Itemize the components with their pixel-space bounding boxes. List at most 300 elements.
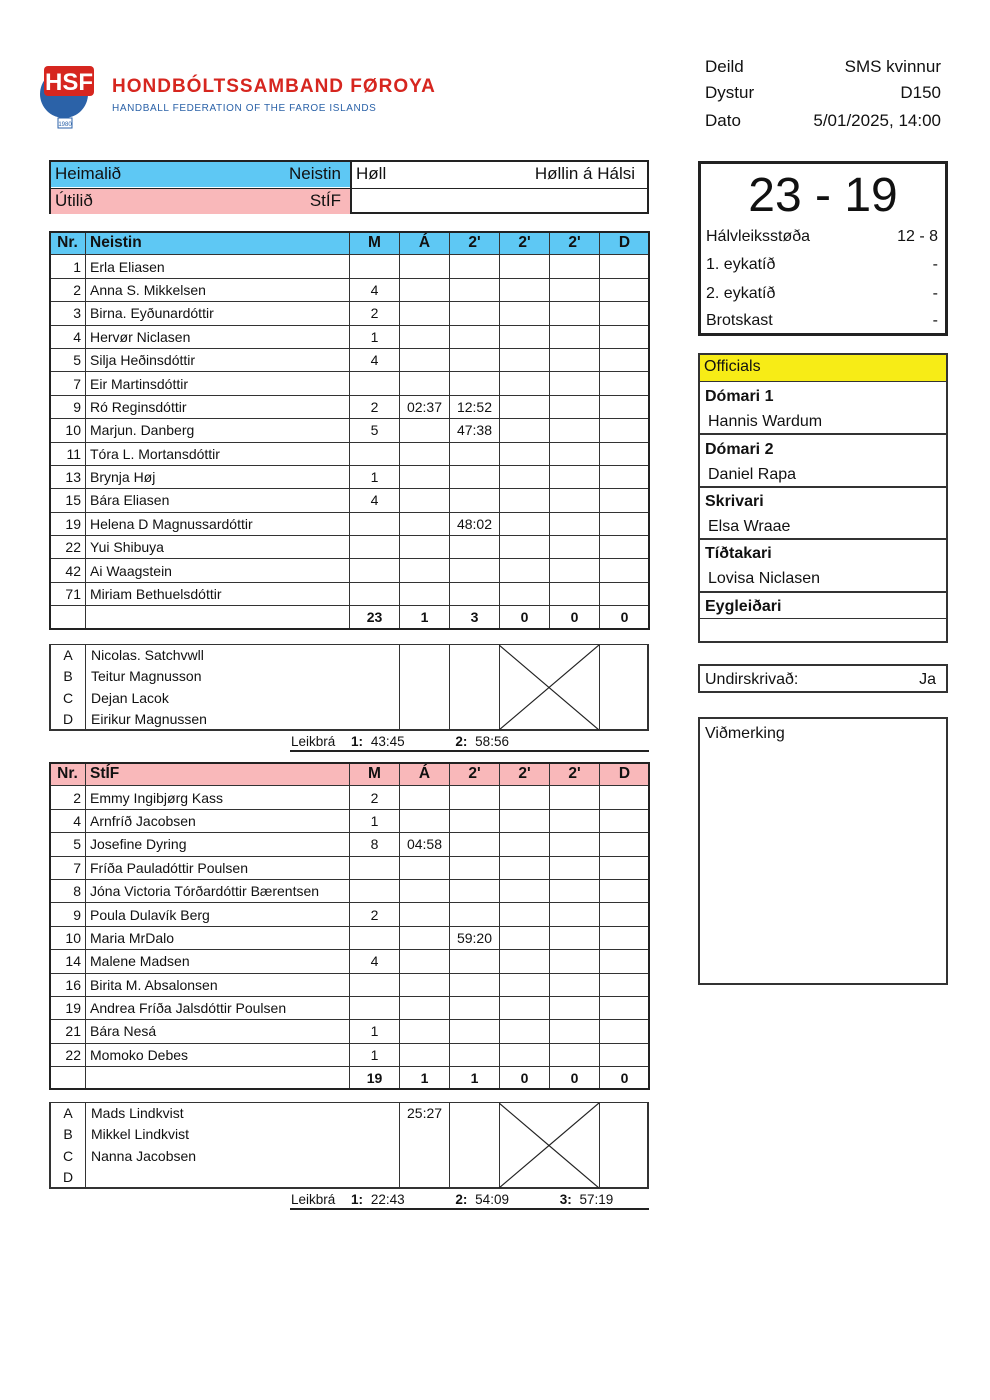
player-goals bbox=[350, 559, 400, 582]
official-role: Dómari 2 bbox=[705, 441, 774, 458]
player-number: 7 bbox=[50, 856, 86, 879]
player-name: Bára Nesá bbox=[86, 1020, 350, 1043]
player-suspension-3 bbox=[550, 786, 600, 809]
player-disqualification bbox=[600, 372, 650, 395]
official-name: Mikkel Lindkvist bbox=[91, 1126, 190, 1143]
total-a: 1 bbox=[400, 1067, 450, 1090]
team-official-row bbox=[51, 1169, 401, 1190]
total-m: 23 bbox=[350, 606, 400, 629]
player-row bbox=[50, 442, 650, 465]
totals-row bbox=[50, 606, 650, 629]
total-a: 1 bbox=[400, 606, 450, 629]
player-suspension-2 bbox=[500, 809, 550, 832]
divider bbox=[700, 486, 946, 488]
total-m: 19 bbox=[350, 1067, 400, 1090]
player-name: Birna. Eyðunardóttir bbox=[86, 302, 350, 325]
col-team: StÍF bbox=[86, 763, 350, 786]
player-goals bbox=[350, 512, 400, 535]
player-suspension-3 bbox=[550, 442, 600, 465]
player-suspension-2 bbox=[500, 879, 550, 902]
col-suspension-2: 2' bbox=[500, 763, 550, 786]
player-warning bbox=[400, 465, 450, 488]
divider bbox=[700, 618, 946, 619]
player-suspension-3 bbox=[550, 559, 600, 582]
player-warning bbox=[400, 903, 450, 926]
official-role: Skrivari bbox=[705, 493, 764, 510]
player-number: 10 bbox=[50, 926, 86, 949]
player-row bbox=[50, 996, 650, 1019]
player-suspension-3 bbox=[550, 419, 600, 442]
player-suspension-3 bbox=[550, 809, 600, 832]
player-suspension-3 bbox=[550, 973, 600, 996]
logo-letters: HSF bbox=[45, 69, 93, 96]
player-suspension-1 bbox=[450, 856, 500, 879]
player-number: 1 bbox=[50, 255, 86, 278]
timeout-time: 43:45 bbox=[370, 734, 405, 749]
player-warning bbox=[400, 372, 450, 395]
player-suspension-1 bbox=[450, 255, 500, 278]
timeout-time: 58:56 bbox=[475, 734, 509, 749]
org-name: HONDBÓLTSSAMBAND FØROYA bbox=[112, 76, 436, 97]
col-suspension-1: 2' bbox=[450, 232, 500, 255]
officials-header bbox=[700, 355, 946, 382]
org-subtitle: HANDBALL FEDERATION OF THE FAROE ISLANDS bbox=[112, 103, 377, 114]
totals-spacer bbox=[86, 606, 350, 629]
player-suspension-3 bbox=[550, 996, 600, 1019]
player-warning bbox=[400, 856, 450, 879]
player-goals: 4 bbox=[350, 348, 400, 371]
federation-logo bbox=[38, 60, 436, 132]
player-disqualification bbox=[600, 442, 650, 465]
team-official-row bbox=[51, 668, 401, 689]
info-value: SMS kvinnur bbox=[844, 57, 941, 76]
player-disqualification bbox=[600, 996, 650, 1019]
score-box bbox=[698, 161, 948, 336]
player-suspension-2 bbox=[500, 465, 550, 488]
official-letter: A bbox=[63, 1105, 73, 1121]
home-label: Heimalið bbox=[55, 164, 122, 183]
player-suspension-3 bbox=[550, 489, 600, 512]
player-suspension-2 bbox=[500, 1043, 550, 1066]
away-color-cell bbox=[51, 189, 350, 214]
col-team: Neistin bbox=[86, 232, 350, 255]
official-name: Lovisa Niclasen bbox=[708, 570, 821, 587]
player-disqualification bbox=[600, 926, 650, 949]
player-disqualification bbox=[600, 278, 650, 301]
player-suspension-1: 59:20 bbox=[450, 926, 500, 949]
player-warning bbox=[400, 536, 450, 559]
player-row bbox=[50, 559, 650, 582]
official-name: Teitur Magnusson bbox=[91, 668, 202, 685]
official-letter: C bbox=[62, 689, 74, 706]
remarks-label: Viðmerking bbox=[705, 725, 785, 742]
col-disqualification: D bbox=[600, 763, 650, 786]
player-number: 13 bbox=[50, 465, 86, 488]
player-warning bbox=[400, 809, 450, 832]
player-goals: 4 bbox=[350, 489, 400, 512]
official-letter: B bbox=[63, 668, 73, 685]
player-name: Malene Madsen bbox=[86, 950, 350, 973]
player-warning bbox=[400, 278, 450, 301]
total-p2: 0 bbox=[500, 606, 550, 629]
total-p2: 0 bbox=[500, 1067, 550, 1090]
player-name: Silja Heðinsdóttir bbox=[86, 348, 350, 371]
info-row-match bbox=[705, 83, 941, 103]
player-goals: 1 bbox=[350, 465, 400, 488]
player-suspension-1 bbox=[450, 489, 500, 512]
player-row bbox=[50, 1020, 650, 1043]
player-suspension-1 bbox=[450, 1020, 500, 1043]
player-number: 2 bbox=[50, 786, 86, 809]
official-letter: D bbox=[62, 1168, 74, 1185]
player-number: 22 bbox=[50, 536, 86, 559]
player-name: Marjun. Danberg bbox=[86, 419, 350, 442]
player-disqualification bbox=[600, 419, 650, 442]
player-suspension-2 bbox=[500, 255, 550, 278]
col-nr: Nr. bbox=[50, 763, 86, 786]
player-suspension-3 bbox=[550, 879, 600, 902]
timeout-number: 3: bbox=[559, 1192, 572, 1207]
player-goals bbox=[350, 879, 400, 902]
player-row bbox=[50, 419, 650, 442]
score-row-label: Hálvleiksstøða bbox=[706, 228, 811, 245]
player-row bbox=[50, 926, 650, 949]
player-name: Momoko Debes bbox=[86, 1043, 350, 1066]
totals-spacer bbox=[50, 606, 86, 629]
player-suspension-2 bbox=[500, 926, 550, 949]
player-disqualification bbox=[600, 536, 650, 559]
player-suspension-2 bbox=[500, 348, 550, 371]
player-suspension-2 bbox=[500, 489, 550, 512]
home-roster-table bbox=[49, 231, 650, 630]
player-row bbox=[50, 395, 650, 418]
timeouts-label: Leikbrá bbox=[291, 734, 336, 749]
player-suspension-2 bbox=[500, 442, 550, 465]
player-row bbox=[50, 348, 650, 371]
player-warning bbox=[400, 1020, 450, 1043]
team-official-row bbox=[51, 690, 401, 711]
player-suspension-1 bbox=[450, 996, 500, 1019]
player-row bbox=[50, 809, 650, 832]
player-warning bbox=[400, 879, 450, 902]
player-warning: 04:58 bbox=[400, 833, 450, 856]
player-warning bbox=[400, 996, 450, 1019]
info-value: 5/01/2025, 14:00 bbox=[813, 111, 941, 130]
divider bbox=[700, 591, 946, 593]
player-suspension-3 bbox=[550, 465, 600, 488]
timeout-number: 2: bbox=[455, 734, 468, 749]
info-label: Deild bbox=[705, 57, 744, 76]
player-warning bbox=[400, 559, 450, 582]
timeout-time: 54:09 bbox=[475, 1192, 509, 1207]
team-official-row bbox=[51, 711, 401, 732]
total-p3: 0 bbox=[550, 606, 600, 629]
player-row bbox=[50, 879, 650, 902]
player-row bbox=[50, 903, 650, 926]
official-letter: C bbox=[62, 1147, 74, 1164]
player-warning bbox=[400, 786, 450, 809]
away-label: Útilið bbox=[55, 191, 93, 210]
officials-panel bbox=[698, 353, 948, 643]
player-warning bbox=[400, 302, 450, 325]
player-row bbox=[50, 512, 650, 535]
player-disqualification bbox=[600, 489, 650, 512]
player-name: Ró Reginsdóttir bbox=[86, 395, 350, 418]
player-goals bbox=[350, 442, 400, 465]
player-number: 42 bbox=[50, 559, 86, 582]
player-row bbox=[50, 536, 650, 559]
divider bbox=[599, 1103, 600, 1187]
player-goals: 4 bbox=[350, 278, 400, 301]
player-suspension-3 bbox=[550, 856, 600, 879]
player-suspension-2 bbox=[500, 302, 550, 325]
crossed-out-cell-icon bbox=[499, 1103, 599, 1188]
player-name: Birita M. Absalonsen bbox=[86, 973, 350, 996]
info-row-division bbox=[705, 57, 941, 77]
player-suspension-1 bbox=[450, 879, 500, 902]
player-row bbox=[50, 950, 650, 973]
player-number: 9 bbox=[50, 903, 86, 926]
player-warning bbox=[400, 325, 450, 348]
player-suspension-2 bbox=[500, 856, 550, 879]
col-suspension-2: 2' bbox=[500, 232, 550, 255]
player-name: Miriam Bethuelsdóttir bbox=[86, 582, 350, 605]
official-letter: D bbox=[62, 710, 74, 727]
player-goals: 2 bbox=[350, 903, 400, 926]
score-row-value: - bbox=[932, 312, 938, 329]
team-official-row bbox=[51, 1105, 401, 1126]
player-disqualification bbox=[600, 395, 650, 418]
home-roster-header bbox=[50, 232, 650, 255]
player-number: 8 bbox=[50, 879, 86, 902]
player-disqualification bbox=[600, 512, 650, 535]
score-row bbox=[706, 285, 938, 303]
timeout-number: 1: bbox=[351, 1192, 364, 1207]
player-name: Maria MrDalo bbox=[86, 926, 350, 949]
official-name: Elsa Wraae bbox=[708, 518, 791, 535]
score-row-value: - bbox=[932, 285, 938, 302]
player-suspension-1 bbox=[450, 559, 500, 582]
player-name: Helena D Magnussardóttir bbox=[86, 512, 350, 535]
player-suspension-2 bbox=[500, 786, 550, 809]
player-row bbox=[50, 833, 650, 856]
player-disqualification bbox=[600, 325, 650, 348]
player-suspension-3 bbox=[550, 536, 600, 559]
player-number: 4 bbox=[50, 325, 86, 348]
total-d: 0 bbox=[600, 1067, 650, 1090]
player-suspension-1 bbox=[450, 786, 500, 809]
timeout-number: 1: bbox=[351, 734, 364, 749]
player-suspension-1 bbox=[450, 536, 500, 559]
player-suspension-3 bbox=[550, 903, 600, 926]
final-score: 23 - 19 bbox=[748, 169, 898, 222]
teams-box bbox=[49, 160, 649, 214]
away-timeouts bbox=[291, 1192, 613, 1207]
player-suspension-2 bbox=[500, 1020, 550, 1043]
player-warning bbox=[400, 348, 450, 371]
player-suspension-3 bbox=[550, 950, 600, 973]
divider bbox=[700, 433, 946, 435]
divider bbox=[700, 538, 946, 540]
player-suspension-1 bbox=[450, 950, 500, 973]
player-suspension-2 bbox=[500, 582, 550, 605]
player-disqualification bbox=[600, 302, 650, 325]
player-number: 14 bbox=[50, 950, 86, 973]
player-number: 5 bbox=[50, 833, 86, 856]
score-row bbox=[706, 312, 938, 330]
totals-spacer bbox=[86, 1067, 350, 1090]
player-number: 71 bbox=[50, 582, 86, 605]
player-row bbox=[50, 1043, 650, 1066]
player-goals: 1 bbox=[350, 325, 400, 348]
home-team-officials bbox=[49, 644, 649, 731]
col-goals: M bbox=[350, 763, 400, 786]
player-number: 10 bbox=[50, 419, 86, 442]
player-disqualification bbox=[600, 348, 650, 371]
player-suspension-1: 47:38 bbox=[450, 419, 500, 442]
player-disqualification bbox=[600, 465, 650, 488]
player-number: 19 bbox=[50, 512, 86, 535]
player-suspension-2 bbox=[500, 536, 550, 559]
player-number: 22 bbox=[50, 1043, 86, 1066]
player-name: Jóna Victoria Tórðardóttir Bærentsen bbox=[86, 879, 350, 902]
player-row bbox=[50, 489, 650, 512]
officials-title: Officials bbox=[704, 358, 761, 375]
divider bbox=[350, 162, 352, 214]
player-goals bbox=[350, 926, 400, 949]
player-disqualification bbox=[600, 950, 650, 973]
player-warning bbox=[400, 442, 450, 465]
official-name: Eirikur Magnussen bbox=[91, 710, 207, 727]
player-goals: 2 bbox=[350, 395, 400, 418]
player-goals: 2 bbox=[350, 786, 400, 809]
player-suspension-1 bbox=[450, 903, 500, 926]
total-d: 0 bbox=[600, 606, 650, 629]
player-disqualification bbox=[600, 786, 650, 809]
score-row-label: Brotskast bbox=[706, 312, 773, 329]
timeouts-label: Leikbrá bbox=[291, 1192, 336, 1207]
player-number: 21 bbox=[50, 1020, 86, 1043]
score-row-value: - bbox=[932, 256, 938, 273]
divider bbox=[449, 1103, 450, 1187]
player-warning bbox=[400, 419, 450, 442]
player-name: Erla Eliasen bbox=[86, 255, 350, 278]
player-goals bbox=[350, 372, 400, 395]
player-suspension-1 bbox=[450, 973, 500, 996]
player-name: Eir Martinsdóttir bbox=[86, 372, 350, 395]
signed-value: Ja bbox=[919, 671, 936, 688]
player-disqualification bbox=[600, 903, 650, 926]
timeouts-underline bbox=[290, 750, 649, 752]
player-name: Fríða Pauladóttir Poulsen bbox=[86, 856, 350, 879]
logo-year: 1980 bbox=[58, 122, 72, 128]
divider bbox=[599, 645, 600, 729]
player-suspension-1 bbox=[450, 809, 500, 832]
player-row bbox=[50, 582, 650, 605]
player-suspension-2 bbox=[500, 325, 550, 348]
player-name: Brynja Høj bbox=[86, 465, 350, 488]
player-goals bbox=[350, 255, 400, 278]
player-suspension-2 bbox=[500, 395, 550, 418]
player-disqualification bbox=[600, 833, 650, 856]
player-disqualification bbox=[600, 973, 650, 996]
player-warning bbox=[400, 973, 450, 996]
official-name: Daniel Rapa bbox=[708, 466, 797, 483]
player-suspension-2 bbox=[500, 903, 550, 926]
col-suspension-3: 2' bbox=[550, 763, 600, 786]
player-goals: 1 bbox=[350, 1043, 400, 1066]
player-goals: 5 bbox=[350, 419, 400, 442]
away-team-row bbox=[51, 188, 647, 214]
score-row-label: 2. eykatíð bbox=[706, 285, 776, 302]
player-number: 11 bbox=[50, 442, 86, 465]
player-suspension-3 bbox=[550, 512, 600, 535]
totals-row bbox=[50, 1067, 650, 1090]
col-goals: M bbox=[350, 232, 400, 255]
player-name: Ai Waagstein bbox=[86, 559, 350, 582]
player-suspension-2 bbox=[500, 973, 550, 996]
info-label: Dystur bbox=[705, 83, 755, 102]
crossed-out-cell-icon bbox=[499, 645, 599, 730]
score-row bbox=[706, 228, 938, 246]
player-suspension-1 bbox=[450, 348, 500, 371]
player-goals bbox=[350, 856, 400, 879]
away-team-name: StÍF bbox=[309, 191, 341, 210]
player-number: 4 bbox=[50, 809, 86, 832]
total-p3: 0 bbox=[550, 1067, 600, 1090]
player-goals: 4 bbox=[350, 950, 400, 973]
player-name: Tóra L. Mortansdóttir bbox=[86, 442, 350, 465]
player-number: 3 bbox=[50, 302, 86, 325]
player-suspension-3 bbox=[550, 395, 600, 418]
player-suspension-1 bbox=[450, 1043, 500, 1066]
team-official-row bbox=[51, 647, 401, 668]
player-goals bbox=[350, 996, 400, 1019]
player-number: 2 bbox=[50, 278, 86, 301]
player-name: Arnfríð Jacobsen bbox=[86, 809, 350, 832]
official-letter: B bbox=[63, 1126, 73, 1143]
player-disqualification bbox=[600, 559, 650, 582]
divider bbox=[449, 645, 450, 729]
col-warning: Á bbox=[400, 232, 450, 255]
official-name: Nicolas. Satchvwll bbox=[91, 647, 204, 663]
player-row bbox=[50, 372, 650, 395]
player-goals: 2 bbox=[350, 302, 400, 325]
timeout-time: 57:19 bbox=[579, 1192, 614, 1207]
home-team-name: Neistin bbox=[289, 164, 341, 183]
info-label: Dato bbox=[705, 111, 741, 130]
player-suspension-3 bbox=[550, 372, 600, 395]
player-suspension-1 bbox=[450, 833, 500, 856]
player-suspension-1 bbox=[450, 582, 500, 605]
player-number: 16 bbox=[50, 973, 86, 996]
team-official-row bbox=[51, 1148, 401, 1169]
official-role: Tíðtakari bbox=[705, 545, 772, 562]
player-suspension-1 bbox=[450, 442, 500, 465]
player-name: Poula Dulavík Berg bbox=[86, 903, 350, 926]
info-row-date bbox=[705, 111, 941, 131]
player-goals bbox=[350, 536, 400, 559]
player-suspension-3 bbox=[550, 1020, 600, 1043]
player-disqualification bbox=[600, 879, 650, 902]
player-goals: 8 bbox=[350, 833, 400, 856]
player-disqualification bbox=[600, 856, 650, 879]
away-team-officials bbox=[49, 1102, 649, 1189]
player-suspension-2 bbox=[500, 996, 550, 1019]
player-suspension-3 bbox=[550, 348, 600, 371]
player-row bbox=[50, 465, 650, 488]
official-name: Dejan Lacok bbox=[91, 689, 169, 706]
